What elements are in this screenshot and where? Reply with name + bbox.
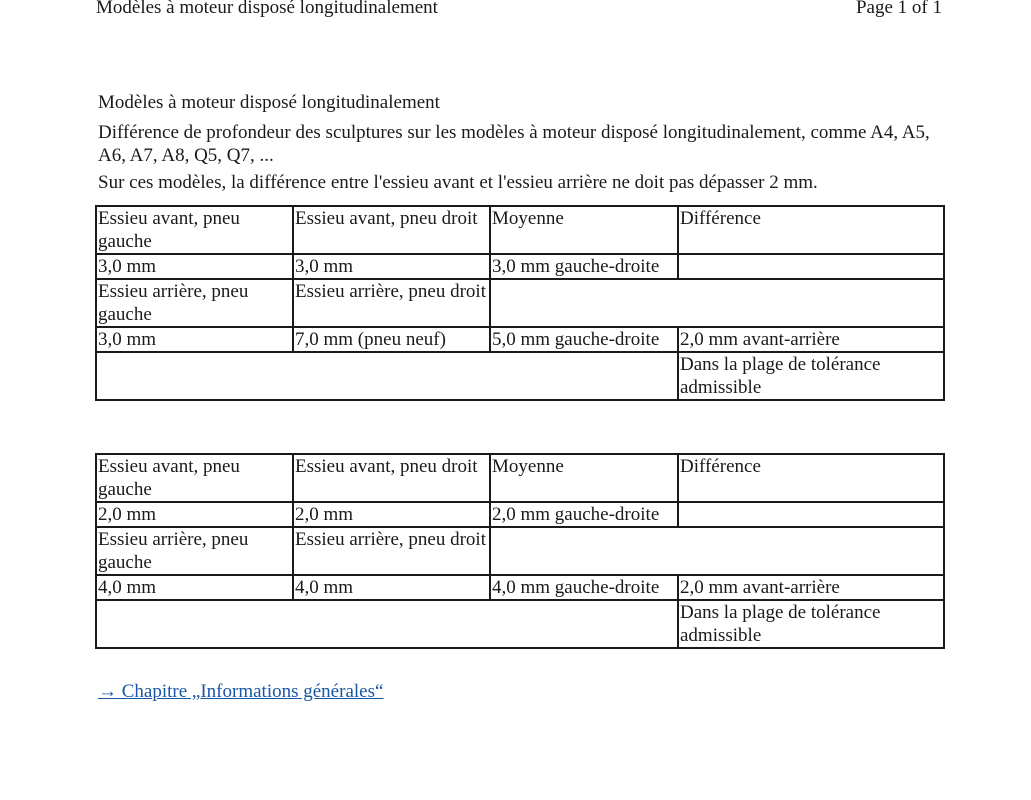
table-row	[96, 352, 944, 400]
table-cell	[490, 527, 944, 575]
table-cell: Moyenne	[490, 454, 678, 502]
table-row	[96, 279, 944, 327]
table-cell: 5,0 mm gauche-droite	[490, 327, 678, 352]
tread-depth-table-2	[95, 453, 945, 649]
table-cell: Essieu arrière, pneu gauche	[96, 279, 293, 327]
tread-depth-table-1	[95, 205, 945, 401]
table-row	[96, 575, 944, 600]
table-cell: 4,0 mm	[293, 575, 490, 600]
table-cell: 4,0 mm gauche-droite	[490, 575, 678, 600]
table-cell: 3,0 mm	[96, 327, 293, 352]
table-cell: Essieu arrière, pneu droit	[293, 279, 490, 327]
page-number: Page 1 of 1	[855, 0, 942, 18]
page-header-title: Modèles à moteur disposé longitudinalement	[96, 0, 438, 18]
table-row	[96, 600, 944, 648]
table-row	[96, 254, 944, 279]
table-cell: Essieu arrière, pneu droit	[293, 527, 490, 575]
table-row	[96, 327, 944, 352]
table-cell	[96, 352, 678, 400]
table-cell: Essieu avant, pneu droit	[293, 206, 490, 254]
table-cell: 2,0 mm gauche-droite	[490, 502, 678, 527]
table-cell: Essieu avant, pneu gauche	[96, 206, 293, 254]
table-cell: 2,0 mm	[293, 502, 490, 527]
section-title: Modèles à moteur disposé longitudinalement	[98, 92, 440, 113]
table-cell: Différence	[678, 206, 944, 254]
table-cell: 2,0 mm avant-arrière	[678, 575, 944, 600]
table-cell: Moyenne	[490, 206, 678, 254]
table-cell: 2,0 mm avant-arrière	[678, 327, 944, 352]
table-cell: Dans la plage de tolérance admissible	[678, 600, 944, 648]
intro-paragraph: Différence de profondeur des sculptures sur les modèles à moteur disposé longitudinalement, comme A4, A5, A6, A7, A8, Q5, Q7, ...	[98, 122, 930, 166]
table-cell	[96, 600, 678, 648]
table-cell: Différence	[678, 454, 944, 502]
table-cell	[678, 502, 944, 527]
table-cell: 4,0 mm	[96, 575, 293, 600]
table-cell: 7,0 mm (pneu neuf)	[293, 327, 490, 352]
table-cell: Essieu arrière, pneu gauche	[96, 527, 293, 575]
table-row	[96, 206, 944, 254]
table-cell: 3,0 mm	[96, 254, 293, 279]
table-row	[96, 527, 944, 575]
table-row	[96, 454, 944, 502]
table-cell: 2,0 mm	[96, 502, 293, 527]
table-cell: Essieu avant, pneu droit	[293, 454, 490, 502]
table-cell: Dans la plage de tolérance admissible	[678, 352, 944, 400]
table-cell: 3,0 mm	[293, 254, 490, 279]
rule-paragraph: Sur ces modèles, la différence entre l'essieu avant et l'essieu arrière ne doit pas dépasser 2 mm.	[98, 172, 818, 193]
document-content	[98, 91, 948, 198]
table-cell	[678, 254, 944, 279]
table-row	[96, 502, 944, 527]
chapter-general-info-link[interactable]: → Chapitre „Informations générales“	[98, 681, 384, 702]
table-cell	[490, 279, 944, 327]
table-cell: Essieu avant, pneu gauche	[96, 454, 293, 502]
table-cell: 3,0 mm gauche-droite	[490, 254, 678, 279]
